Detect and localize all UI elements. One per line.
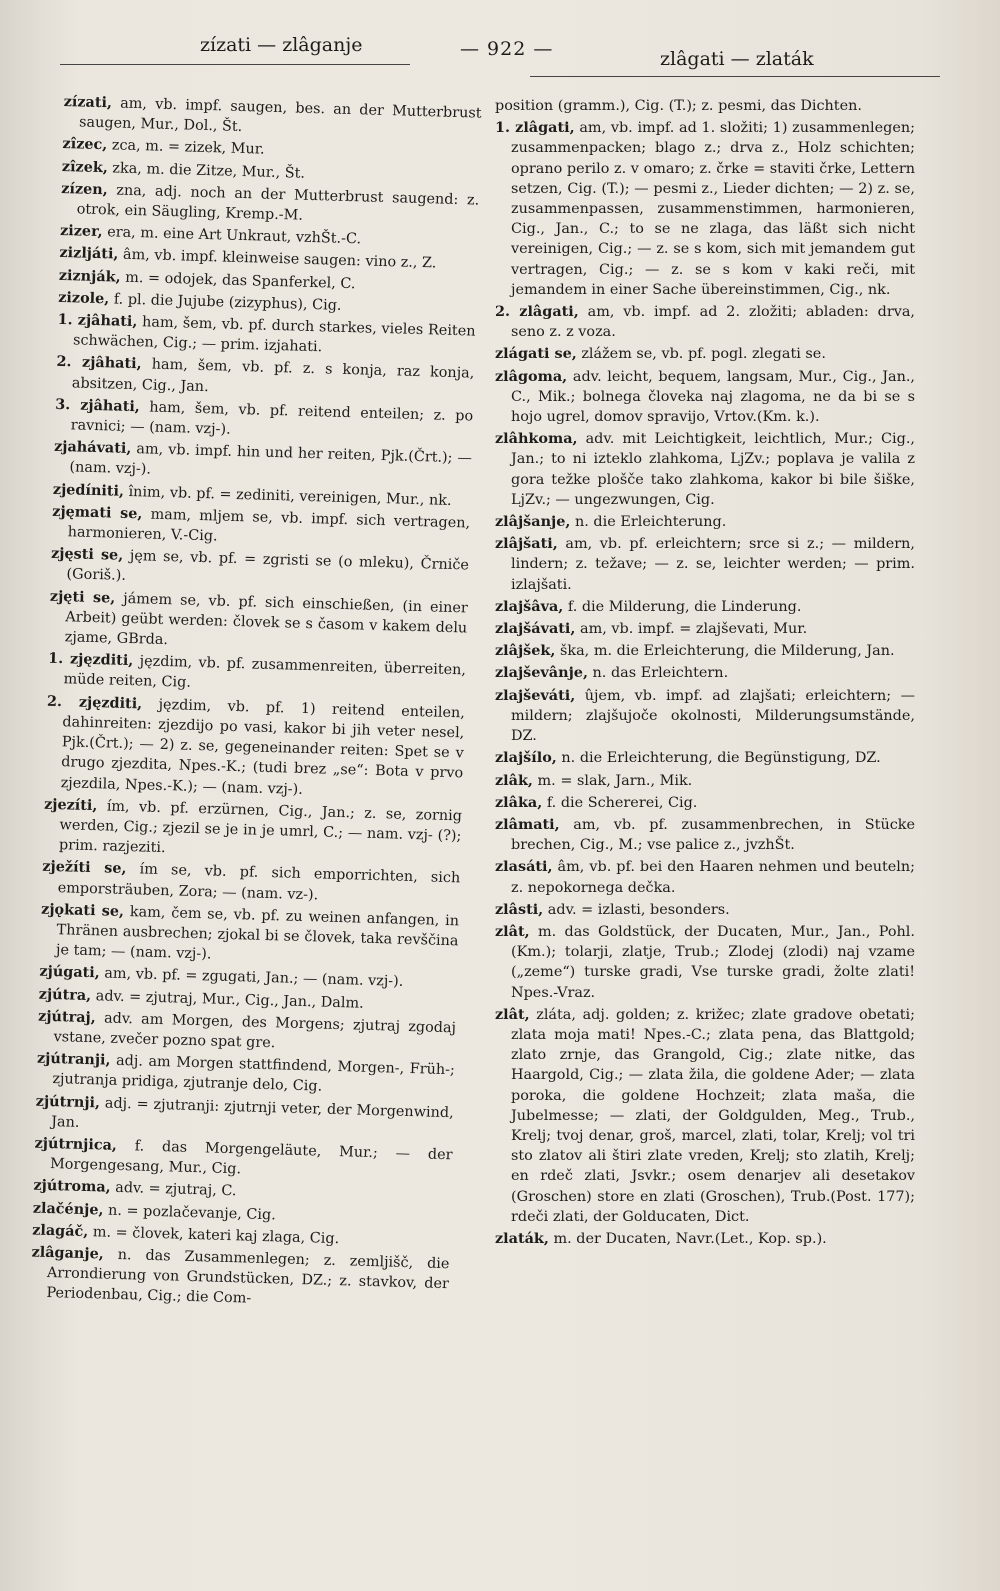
entry-definition: adv. = izlasti, besonders. [547,901,730,918]
entry-headword: zjútranji, [36,1049,111,1069]
dictionary-entry [495,302,915,342]
entry-definition: adv. = zjutraj, C. [115,1180,237,1200]
entry-definition: ška, m. die Erleichterung, die Milderung, Jan. [560,643,895,660]
entry-headword: zlât, [495,922,530,940]
entry-headword: zlajšávati, [495,620,576,638]
entry-headword: zîzek, [61,157,109,176]
header-rule-right [530,76,940,77]
entry-definition: âm, vb. pf. bei den Haaren nehmen und beuteln; z. nepokornega dečka. [511,859,916,896]
header-left-guide-words: zízati — zlâganje [200,34,363,56]
dictionary-entry [30,1243,450,1315]
entry-definition: zca, m. = zizek, Mur. [111,137,265,159]
header-rule-left [60,64,410,65]
entry-headword: zjútrnji, [35,1092,101,1111]
entry-headword: 1. zlâgati, [495,119,575,137]
entry-headword: zježíti se, [42,858,127,878]
entry-headword: zjahávati, [53,438,132,458]
entry-definition: jęzdim, vb. pf. zusammenreiten, überreiten, müde reiten, Cig. [63,653,467,692]
entry-headword: zjútraj, [37,1007,97,1026]
entry-definition: am, vb. pf. erleichtern; srce si z.; — mildern, lindern; z. težave; — z. se, leichter werden; — prim. izlajšati. [511,536,915,593]
entry-definition: am, vb. impf. ad 1. složiti; 1) zusammenlegen; zusammenpacken; blago z.; drva z., Holz schichten; oprano perilo z. v omaro; z. črke = staviti črke, Lettern setzen, Cig. (T.); — pesmi z., Lieder dichten; — 2) z. se, zusammenpassen, zusammenstimmen, harmonieren, Cig., Jan., C.; to se ne zlaga, das läßt sich nicht vereinigen, Cig.; — z. se s kom, sich mit jemandem gut vertragen, Cig.; — z. se s kom v kaki reči, mit jemandem in einer Sache übereinstimmen, Cig., nk. [511,120,915,298]
entry-definition: ham, šem, vb. pf. z. s konja, raz konja, absitzen, Cig., Jan. [71,356,475,395]
entry-definition: jámem se, vb. pf. sich einschießen, (in einer Arbeit) geübt werden: človek se s časom v kakem delu zjame, GBrda. [64,590,468,649]
entry-headword: zlâk, [495,771,533,789]
entry-definition: m. = slak, Jarn., Mik. [537,772,693,789]
dictionary-entry [495,793,915,813]
page-number: — 922 — [460,38,554,60]
left-column [30,92,482,1317]
dictionary-entry [495,815,915,855]
entry-headword: zjǫkati se, [40,900,125,920]
entry-headword: 1. zjęzditi, [47,650,134,670]
header-right-guide-words: zlâgati — zlaták [660,48,814,70]
entry-definition: n. die Erleichterung. [575,514,727,531]
entry-headword: zjúgati, [39,962,101,982]
entry-definition: adv. am Morgen, des Morgens; zjutraj zgodaj vstane, zvečer pozno spat gre. [53,1010,457,1052]
entry-headword: zjedíniti, [52,480,125,500]
entry-definition: am, vb. impf. saugen, bes. an der Mutterbrust saugen, Mur., Dol., Št. [78,95,482,136]
entry-definition: zna, adj. noch an der Mutterbrust saugend: z. otrok, ein Säugling, Kremp.-M. [76,182,480,224]
entry-definition: ím se, vb. pf. sich emporrichten, sich emporsträuben, Zora; — (nam. vz-). [57,861,461,903]
dictionary-entry [495,512,915,532]
entry-headword: zjútroma, [33,1176,111,1197]
entry-headword: zlasáti, [495,858,553,876]
entry-headword: zízen, [61,179,108,199]
entry-definition: adj. = zjutranji: zjutrnji veter, der Morgenwind, Jan. [51,1095,454,1131]
page-header [60,34,940,74]
entry-headword: 2. zlâgati, [495,303,579,321]
entry-headword: zizole, [58,288,110,308]
entry-headword: zlajševânje, [495,664,588,682]
dictionary-entry [495,771,915,791]
entry-headword: zjútra, [38,985,92,1004]
dictionary-entry [495,96,915,116]
entry-definition: ûjem, vb. impf. ad zlajšati; erleichtern; — mildern; zlajšujoče okolnosti, Milderungsumstände, DZ. [511,687,915,745]
entry-definition: ham, šem, vb. pf. durch starkes, vieles Reiten schwächen, Cig.; — prim. izjahati. [72,314,476,356]
entry-headword: zlâhkoma, [495,430,578,448]
entry-definition: am, vb. impf. = zlajševati, Mur. [580,621,808,638]
entry-headword: zlačénje, [32,1199,104,1219]
dictionary-entry [495,344,915,364]
entry-headword: zlâka, [495,793,543,811]
entry-definition: am, vb. pf. = zgugati, Jan.; — (nam. vzj-). [104,965,404,991]
dictionary-entry [495,748,915,768]
dictionary-entry [43,794,463,866]
dictionary-entry [495,1005,915,1227]
entry-headword: 2. zjâhati, [56,353,142,373]
dictionary-entry [495,118,915,300]
entry-definition: mam, mljem se, vb. impf. sich vertragen, harmonieren, V.-Cig. [67,506,471,545]
entry-definition: adv. = zjutraj, Mur., Cig., Jan., Dalm. [95,987,364,1012]
right-column [495,96,915,1251]
entry-headword: zlajševáti, [495,686,576,704]
entry-definition: f. das Morgengeläute, Mur.; — der Morgengesang, Mur., Cig. [49,1138,453,1178]
entry-headword: zlâjšanje, [495,513,571,531]
entry-definition: jęm se, vb. pf. = zgristi se (o mleku), Črniče (Goriš.). [66,548,470,585]
dictionary-entry [495,534,915,595]
entry-definition: zka, m. die Zitze, Mur., Št. [112,159,306,182]
entry-headword: zlajšílo, [495,749,557,767]
entry-definition: n. das Erleichtern. [592,665,729,682]
entry-headword: zlâjšati, [495,535,558,553]
dictionary-entry [495,619,915,639]
entry-definition: kam, čem se, vb. pf. zu weinen anfangen, in Thränen ausbrechen; zjokal bi se človek, taka revščina je tam; — (nam. vzj-). [55,903,460,963]
dictionary-entry [495,641,915,661]
entry-headword: zîzec, [62,135,108,154]
entry-definition: âm, vb. impf. kleinweise saugen: vino z., Z. [122,247,437,272]
dictionary-entry [495,663,915,683]
entry-definition: f. die Milderung, die Linderung. [567,598,802,615]
entry-headword: zjęsti se, [50,545,124,565]
entry-definition: adv. leicht, bequem, langsam, Mur., Cig., Jan., C., Mik.; bolnega človeka naj zlagoma, ne da bi se s hojo ugrel, domov spravijo, Vrtov.(Km. k.). [511,368,916,426]
entry-definition: n. das Zusammenlegen; z. zemljišč, die Arrondierung von Grundstücken, DZ.; z. stavkov, der Periodenbau, Cig.; die Com- [46,1246,450,1308]
entry-headword: zlajšâva, [495,597,564,615]
entry-definition: am, vb. impf. hin und her reiten, Pjk.(Črt.); — (nam. vzj-). [69,441,473,479]
entry-definition: m. = človek, kateri kaj zlaga, Cig. [92,1224,340,1247]
entry-definition: zlážem se, vb. pf. pogl. zlegati se. [581,346,826,363]
dictionary-entry [44,691,465,804]
dictionary-entry [48,586,468,658]
dictionary-entry [495,597,915,617]
entry-headword: zjęti se, [49,587,116,607]
dictionary-entry [495,429,915,510]
dictionary-entry [495,900,915,920]
entry-definition: ham, šem, vb. pf. reitend enteilen; z. po ravnici; — (nam. vzj-). [70,399,474,438]
entry-definition: adv. mit Leichtigkeit, leichtlich, Mur.; Cig., Jan.; to ni izteklo zlahkoma, LjZv.; poplava je valila z gora težke plošče tako zlahkoma, kakor bi bile šiške, LjZv.; — ungezwungen, Cig. [511,431,915,508]
entry-definition: înim, vb. pf. = zediniti, vereinigen, Mur., nk. [128,483,452,509]
entry-headword: zlâjšek, [495,642,556,660]
entry-headword: zlât, [495,1005,530,1023]
entry-headword: zlâgoma, [495,367,568,385]
entry-headword: zjezíti, [43,795,98,814]
entry-headword: 2. zjęzditi, [46,692,143,713]
entry-headword: zlâmati, [495,815,560,833]
entry-headword: zlâsti, [495,900,544,918]
entry-definition: am, vb. impf. ad 2. zložiti; abladen: drva, seno z. z voza. [511,304,915,341]
entry-headword: zizer, [59,222,103,241]
entry-headword: zjęmati se, [52,502,143,523]
entry-definition: n. = pozlačevanje, Cig. [107,1202,277,1223]
entry-headword: zlâganje, [31,1243,104,1263]
dictionary-entry [495,1229,915,1249]
entry-headword: zízati, [63,92,113,112]
entry-headword: 1. zjâhati, [57,310,138,331]
entry-definition: zláta, adj. golden; z. križec; zlate gradove obetati; zlata moja mati! Npes.-C.; zlata pena, das Blattgold; zlato zrnje, das Grangold, Cig.; zlate nitke, das Haargold, Cig.; — zlata žila, die goldene Ader; — zlata poroka, die goldene Hochzeit; zlata maša, die Jubelmesse; — zlati, der Goldgulden, Meg., Trub., Krelj; tvoj denar, groš, marcel, zlati, tolar, Krelj; vol tri sto zlatov ali štiri zlate vreden, Krelj; sto zlatih, Krelj; en rdeč zlati, Jsvkr.; osem denarjev ali desetakov (Groschen) store en zlati (Groschen), Trub.(Post. 177); rdeči zlati, der Golducaten, Dict. [511,1006,916,1225]
entry-headword: zjútrnjica, [34,1134,118,1154]
entry-headword: zlágati se, [495,345,577,363]
dictionary-entry [495,922,915,1003]
entry-definition: n. die Erleichterung, die Begünstigung, DZ. [561,750,881,767]
entry-definition: am, vb. pf. zusammenbrechen, in Stücke brechen, Cig., M.; vse palice z., jvzhŠt. [511,816,916,854]
entry-headword: zizljáti, [59,244,119,264]
entry-headword: 3. zjâhati, [55,395,141,416]
dictionary-entry [495,686,915,747]
entry-definition: m. das Goldstück, der Ducaten, Mur., Jan., Pohl.(Km.); tolarji, zlatje, Trub.; Zlodej (zlodi) naj vzame („zeme“) turske gradi, Vse turske gradi, žolte zlati! Npes.-Vraz. [511,923,915,1001]
entry-definition: ím, vb. pf. erzürnen, Cig., Jan.; z. se, zornig werden, Cig.; zjezil se je in je umrl, C.; — nam. vzj- (?); prim. razjeziti. [58,798,463,857]
entry-definition: adj. am Morgen stattfindend, Morgen-, Früh-; zjutranja pridiga, zjutranje delo, Cig. [52,1052,456,1095]
entry-definition: era, m. eine Art Unkraut, vzhŠt.-C. [106,224,362,248]
dictionary-entry [495,367,915,428]
entry-headword: zlagáč, [31,1221,89,1240]
dictionary-entry [495,857,915,897]
entry-definition: jęzdim, vb. pf. 1) reitend enteilen, dahinreiten: zjezdijo po vasi, kakor bi jih veter nesel, Pjk.(Črt.); — 2) z. se, gegeneinander reiten: Spet se v drugo zjezdita, Npes.-K.; (tudi brez „se“: Bota v prvo zjezdila, Npes.-K.); — (nam. vzj-). [60,696,466,798]
entry-headword: zlaták, [495,1229,549,1247]
dictionary-entry [40,899,460,971]
entry-definition: m. = odojek, das Spanferkel, C. [124,269,356,292]
entry-headword: ziznják, [58,266,121,286]
entry-definition: position (gramm.), Cig. (T.); z. pesmi, das Dichten. [495,98,862,114]
entry-definition: f. pl. die Jujube (zizyphus), Cig. [113,291,342,314]
entry-definition: m. der Ducaten, Navr.(Let., Kop. sp.). [553,1230,827,1247]
entry-definition: f. die Schererei, Cig. [546,794,698,811]
